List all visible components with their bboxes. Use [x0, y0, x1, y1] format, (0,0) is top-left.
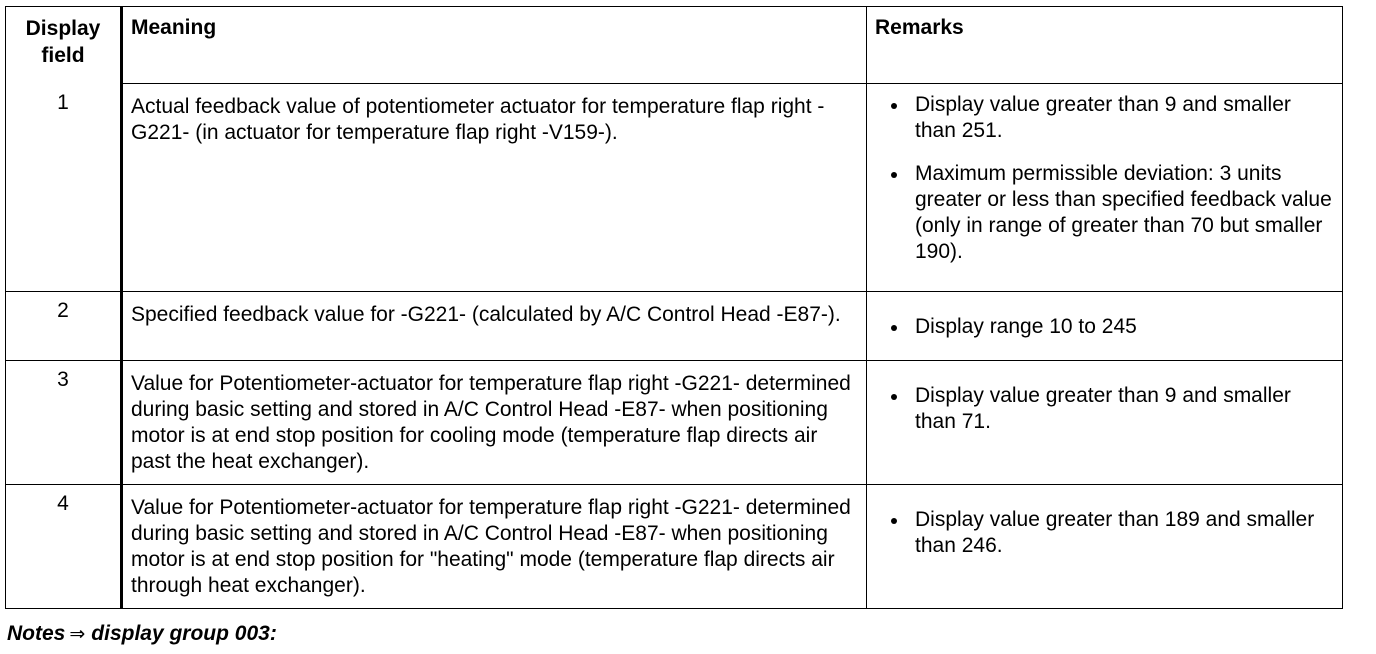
meaning-cell: Specified feedback value for -G221- (calculated by A/C Control Head -E87-). [122, 292, 867, 361]
table-row [6, 84, 1343, 292]
display-field-cell: 1 [6, 84, 122, 292]
remarks-list [875, 507, 1334, 559]
header-remarks-label: Remarks [875, 16, 964, 39]
remark-text: Display range 10 to 245 [915, 315, 1137, 338]
notes-line [7, 622, 277, 646]
remark-item [875, 507, 1334, 559]
header-display-field [6, 7, 122, 84]
notes-link[interactable]: display group 003: [91, 622, 277, 645]
meaning-cell: Value for Potentiometer-actuator for temperature flap right -G221- determined during basic setting and stored in A/C Control Head -E87- when positioning motor is at end stop position for cooling mode (temperature flap directs air past the heat exchanger). [122, 361, 867, 485]
table-row [6, 485, 1343, 609]
table-row [6, 361, 1343, 485]
meaning-cell: Value for Potentiometer-actuator for temperature flap right -G221- determined during basic setting and stored in A/C Control Head -E87- when positioning motor is at end stop position for "heating" mode (temperature flap directs air through heat exchanger). [122, 485, 867, 609]
remark-item [875, 314, 1334, 340]
remark-text: Maximum permissible deviation: 3 units greater or less than specified feedback value (only in range of greater than 70 but smaller 190). [915, 162, 1332, 263]
remark-item [875, 161, 1334, 265]
header-meaning-label: Meaning [131, 16, 217, 39]
table-header-row [6, 7, 1343, 84]
bullet-icon [891, 394, 897, 400]
notes-label: Notes [7, 622, 66, 645]
remark-text: Display value greater than 9 and smaller than 251. [915, 93, 1291, 142]
display-field-cell: 2 [6, 292, 122, 361]
header-remarks [867, 7, 1343, 84]
remarks-cell [867, 485, 1343, 609]
meaning-cell: Actual feedback value of potentiometer actuator for temperature flap right -G221- (in actuator for temperature flap right -V159-). [122, 84, 867, 292]
right-arrow-icon: ⇒ [69, 623, 86, 645]
table-row [6, 292, 1343, 361]
remarks-cell [867, 292, 1343, 361]
remarks-list [875, 314, 1334, 340]
display-group-table [5, 6, 1343, 609]
remark-item [875, 383, 1334, 435]
bullet-icon [891, 103, 897, 109]
remarks-list [875, 383, 1334, 435]
remark-text: Display value greater than 9 and smaller than 71. [915, 384, 1291, 433]
header-meaning [122, 7, 867, 84]
display-field-cell: 3 [6, 361, 122, 485]
remarks-cell [867, 84, 1343, 292]
bullet-icon [891, 325, 897, 331]
remarks-list [875, 92, 1334, 265]
display-field-cell: 4 [6, 485, 122, 609]
remark-text: Display value greater than 189 and smaller than 246. [915, 508, 1315, 557]
bullet-icon [891, 518, 897, 524]
header-display-field-label: Display field [25, 17, 101, 67]
bullet-icon [891, 172, 897, 178]
remark-item [875, 92, 1334, 144]
remarks-cell [867, 361, 1343, 485]
